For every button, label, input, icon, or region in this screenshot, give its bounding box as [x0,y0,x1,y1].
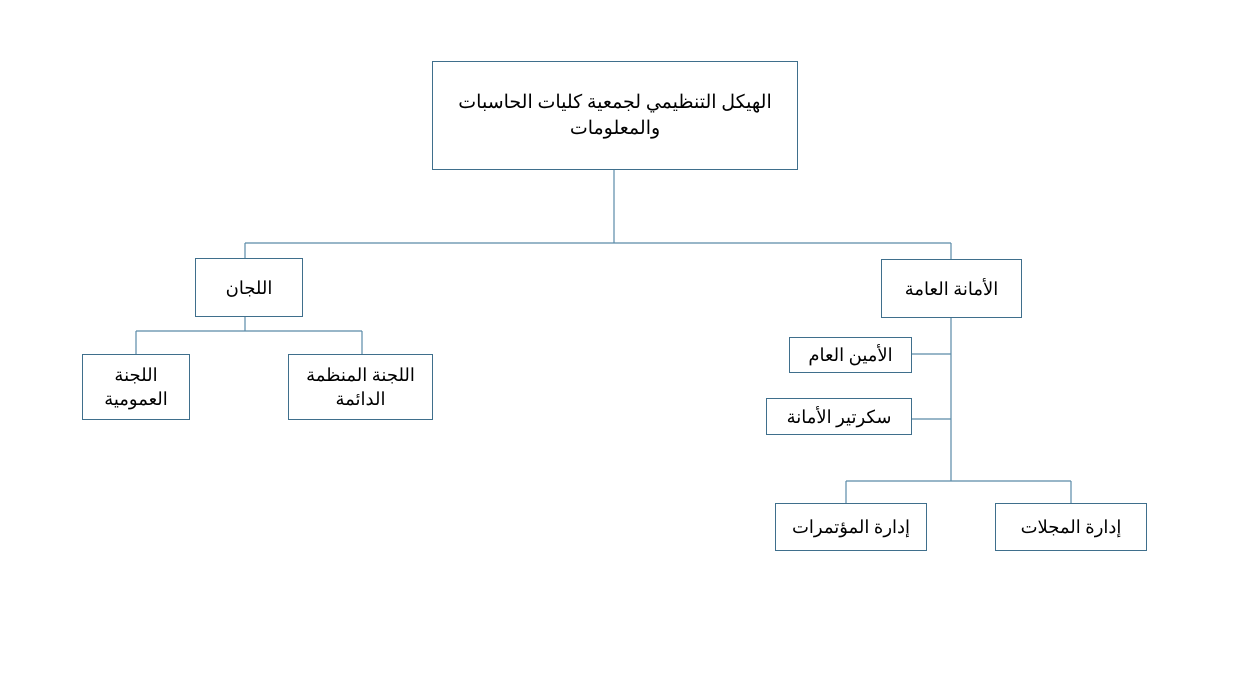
node-secretariat-secretary [766,398,912,435]
node-secretary-general [789,337,912,373]
node-general-committee [82,354,190,420]
node-permanent-organizing-committee [288,354,433,420]
connector-lines [136,170,1071,503]
node-root-title [432,61,798,170]
node-general-committee-label: اللجنة العمومية [104,365,168,409]
node-secretariat-secretary-label: سكرتير الأمانة [786,406,892,427]
node-secretary-general-label: الأمين العام [808,345,893,365]
node-conferences-management-label: إدارة المؤتمرات [791,517,911,537]
node-general-secretariat-label: الأمانة العامة [904,278,999,299]
node-journals-management-label: إدارة المجلات [1020,517,1122,537]
node-general-secretariat [881,259,1022,318]
node-journals-management [995,503,1147,551]
node-committees-label: اللجان [225,277,273,298]
node-permanent-organizing-committee-label: اللجنة المنظمة الدائمة [306,365,415,409]
node-committees [195,258,303,317]
node-root-label: الهيكل التنظيمي لجمعية كليات الحاسبات والمعلومات [458,91,772,139]
node-conferences-management [775,503,927,551]
